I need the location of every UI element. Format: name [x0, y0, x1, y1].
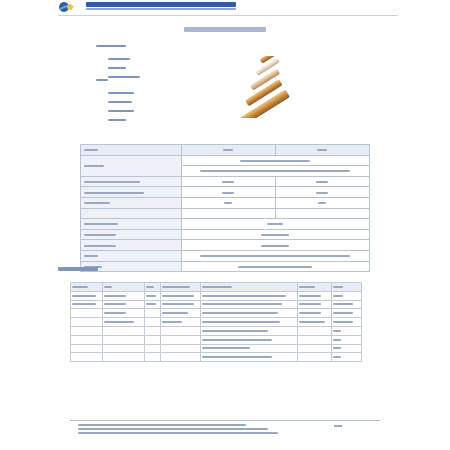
table-cell [200, 291, 297, 300]
table-row [81, 261, 370, 272]
spec-table-1 [80, 144, 370, 272]
table-cell [200, 300, 297, 309]
table-row [71, 335, 362, 344]
table-cell [200, 318, 297, 327]
table-row [71, 309, 362, 318]
table-header-cell [275, 145, 369, 156]
footer-divider [70, 420, 380, 421]
table-cell [71, 326, 103, 335]
company-subtitle [86, 8, 236, 10]
table-row [71, 318, 362, 327]
table-cell [181, 155, 369, 166]
table-cell [181, 250, 369, 261]
table-cell [71, 344, 103, 353]
table-row [81, 176, 370, 187]
table-cell [81, 208, 182, 219]
table-cell [160, 300, 200, 309]
feature-item [108, 72, 140, 78]
page-header [0, 0, 450, 14]
feature-item [108, 106, 134, 112]
table-row [81, 197, 370, 208]
table-cell [160, 353, 200, 362]
table-cell [81, 176, 182, 187]
table-cell [298, 326, 332, 335]
table-cell [103, 318, 144, 327]
table-row [71, 326, 362, 335]
table-cell [144, 291, 160, 300]
page-number [334, 423, 342, 427]
footer-contact [78, 424, 318, 437]
feature-item [108, 115, 126, 121]
table-cell [103, 326, 144, 335]
table-cell [181, 240, 369, 251]
table-cell [298, 344, 332, 353]
table-header-cell [71, 283, 103, 292]
table-cell [275, 197, 369, 208]
table-cell [71, 353, 103, 362]
table-cell [160, 344, 200, 353]
table-cell [275, 176, 369, 187]
table-header-cell [181, 145, 275, 156]
table-cell [160, 309, 200, 318]
table-cell [332, 335, 362, 344]
table-cell [144, 335, 160, 344]
table-row [81, 208, 370, 219]
table-cell [298, 291, 332, 300]
table-cell [181, 208, 275, 219]
table-cell [103, 291, 144, 300]
footer-line [78, 432, 278, 434]
table-cell [71, 309, 103, 318]
table-cell [103, 353, 144, 362]
company-logo-icon [58, 1, 76, 13]
table-cell [332, 326, 362, 335]
crystal-rods-image [222, 56, 322, 118]
table-cell [200, 353, 297, 362]
table-cell [144, 344, 160, 353]
table-row [71, 344, 362, 353]
table-row [81, 250, 370, 261]
feature-item [108, 54, 130, 60]
table-cell [298, 300, 332, 309]
table-cell [71, 335, 103, 344]
table-header-cell [332, 283, 362, 292]
table-cell [103, 309, 144, 318]
product-title [150, 28, 300, 34]
table-header-row [71, 283, 362, 292]
table-cell [71, 300, 103, 309]
table-header-cell [81, 145, 182, 156]
footer-line [78, 424, 246, 426]
table-cell [144, 318, 160, 327]
table-cell [200, 335, 297, 344]
table-cell [103, 300, 144, 309]
table-cell [81, 229, 182, 240]
table-cell [81, 250, 182, 261]
table-cell [103, 335, 144, 344]
table-cell [332, 300, 362, 309]
table-cell [275, 187, 369, 198]
table-cell [332, 318, 362, 327]
feature-group-1 [96, 44, 126, 47]
table-header-cell [298, 283, 332, 292]
footer-line [78, 428, 268, 430]
table-cell [81, 240, 182, 251]
table-row [71, 300, 362, 309]
feature-item [108, 97, 132, 103]
table-cell [332, 309, 362, 318]
table-cell [200, 309, 297, 318]
table-cell [298, 309, 332, 318]
table-cell [144, 300, 160, 309]
table-cell [160, 326, 200, 335]
table-cell [181, 166, 369, 177]
header-divider [58, 15, 398, 16]
table-cell [298, 335, 332, 344]
feature-group-2 [96, 78, 108, 81]
table-cell [103, 344, 144, 353]
table-cell [81, 155, 182, 176]
table-row [81, 155, 370, 166]
table-cell [200, 344, 297, 353]
table-row [71, 353, 362, 362]
table-cell [332, 291, 362, 300]
company-name [86, 2, 236, 7]
table-cell [181, 187, 275, 198]
table-cell [332, 344, 362, 353]
table-cell [81, 197, 182, 208]
spec-table-2 [70, 282, 362, 362]
feature-group-1-title-line [96, 45, 126, 47]
table-cell [71, 291, 103, 300]
table-cell [181, 261, 369, 272]
table-cell [181, 229, 369, 240]
table-cell [144, 353, 160, 362]
feature-item [108, 63, 126, 69]
table-cell [275, 208, 369, 219]
table-cell [81, 187, 182, 198]
table-header-cell [160, 283, 200, 292]
table-cell [181, 219, 369, 230]
table-cell [71, 318, 103, 327]
feature-group-2-title-line [96, 79, 108, 81]
table-row [81, 229, 370, 240]
table-header-cell [103, 283, 144, 292]
table-cell [181, 176, 275, 187]
table-cell [81, 219, 182, 230]
table-cell [160, 318, 200, 327]
section-2-title-placeholder [58, 267, 98, 271]
table-header-row [81, 145, 370, 156]
table-cell [298, 353, 332, 362]
table-row [81, 219, 370, 230]
table-row [71, 291, 362, 300]
table-cell [144, 309, 160, 318]
table-cell [181, 197, 275, 208]
table-cell [160, 291, 200, 300]
table-row [81, 240, 370, 251]
table-cell [200, 326, 297, 335]
table-cell [144, 326, 160, 335]
table-cell [332, 353, 362, 362]
table-cell [298, 318, 332, 327]
feature-item [108, 88, 134, 94]
table-row [81, 187, 370, 198]
table-cell [160, 335, 200, 344]
table-header-cell [144, 283, 160, 292]
table-header-cell [200, 283, 297, 292]
